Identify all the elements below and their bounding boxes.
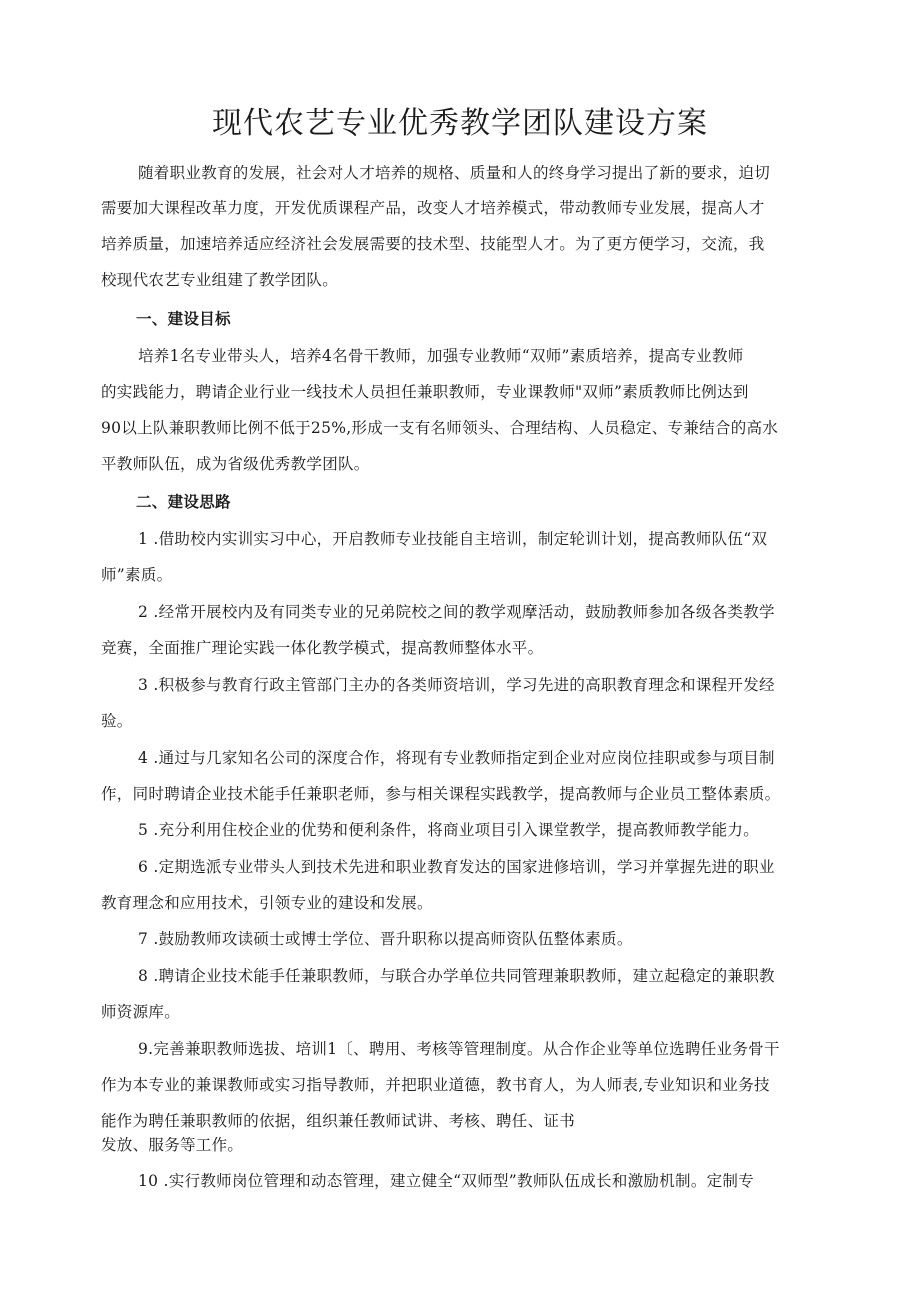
approach-item-1-line: 师”素质。 <box>101 566 173 584</box>
approach-item-10-line: 10 .实行教师岗位管理和动态管理，建立健全“双师型”教师队伍成长和激励机制。定制专 <box>138 1172 755 1190</box>
approach-item-2-line: 2 .经常开展校内及有同类专业的兄弟院校之间的教学观摩活动，鼓励教师参加各级各类教学 <box>138 603 775 621</box>
goals-line: 90以上队兼职教师比例不低于25%,形成一支有名师领头、合理结构、人员稳定、专兼结合的高水 <box>101 419 779 437</box>
approach-item-9-line: 9.完善兼职教师选拔、培训1〔、聘用、考核等管理制度。从合作企业等单位选聘任业务骨干 <box>138 1040 780 1058</box>
document-title: 现代农艺专业优秀教学团队建设方案 <box>212 106 708 141</box>
section-heading-goals: 一、建设目标 <box>136 309 231 328</box>
approach-item-5-line: 5 .充分利用住校企业的优势和便利条件，将商业项目引入课堂教学，提高教师教学能力。 <box>138 821 760 839</box>
section-heading-approach: 二、建设思路 <box>136 492 231 511</box>
approach-item-8-line: 师资源库。 <box>101 1003 181 1021</box>
intro-line: 需要加大课程改革力度，开发优质课程产品，改变人才培养模式，带动教师专业发展，提高人才 <box>101 199 765 217</box>
approach-item-2-line: 竞赛，全面推广理论实践一体化教学模式，提高教师整体水平。 <box>101 639 544 657</box>
intro-line: 校现代农艺专业组建了教学团队。 <box>101 271 339 289</box>
approach-item-9-line: 作为本专业的兼课教师或实习指导教师，并把职业道德，教书育人，为人师表,专业知识和业务技 <box>101 1076 770 1094</box>
goals-line: 的实践能力，聘请企业行业一线技术人员担任兼职教师，专业课教师"双师”素质教师比例达到 <box>101 383 749 401</box>
approach-item-9-line: 发放、服务等工作。 <box>101 1136 244 1154</box>
intro-line: 随着职业教育的发展，社会对人才培养的规格、质量和人的终身学习提出了新的要求，迫切 <box>138 164 771 182</box>
approach-item-3-line: 3 .积极参与教育行政主管部门主办的各类师资培训，学习先进的高职教育理念和课程开发经 <box>138 676 775 694</box>
intro-line: 培养质量，加速培养适应经济社会发展需要的技术型、技能型人才。为了更方便学习，交流，我 <box>101 235 765 253</box>
approach-item-4-line: 作，同时聘请企业技术能手任兼职老师，参与相关课程实践教学，提高教师与企业员工整体素质。 <box>101 785 781 803</box>
goals-line: 平教师队伍，成为省级优秀教学团队。 <box>101 455 370 473</box>
approach-item-4-line: 4 .通过与几家知名公司的深度合作，将现有专业教师指定到企业对应岗位挂职或参与项目制 <box>138 749 775 767</box>
approach-item-9-line: 能作为聘任兼职教师的依据，组织兼任教师试讲、考核、聘任、证书 <box>101 1112 576 1130</box>
approach-item-6-line: 教育理念和应用技术，引领专业的建设和发展。 <box>101 894 433 912</box>
goals-line: 培养1名专业带头人，培养4名骨干教师，加强专业教师“双师”素质培养，提高专业教师 <box>138 347 744 365</box>
approach-item-3-line: 验。 <box>101 712 133 730</box>
approach-item-7-line: 7 .鼓励教师攻读硕士或博士学位、晋升职称以提高师资队伍整体素质。 <box>138 930 633 948</box>
approach-item-1-line: 1 .借助校内实训实习中心，开启教师专业技能自主培训，制定轮训计划，提高教师队伍“双 <box>138 530 768 548</box>
approach-item-8-line: 8 .聘请企业技术能手任兼职教师，与联合办学单位共同管理兼职教师，建立起稳定的兼职教 <box>138 967 775 985</box>
approach-item-6-line: 6 .定期选派专业带头人到技术先进和职业教育发达的国家进修培训，学习并掌握先进的职业 <box>138 858 775 876</box>
